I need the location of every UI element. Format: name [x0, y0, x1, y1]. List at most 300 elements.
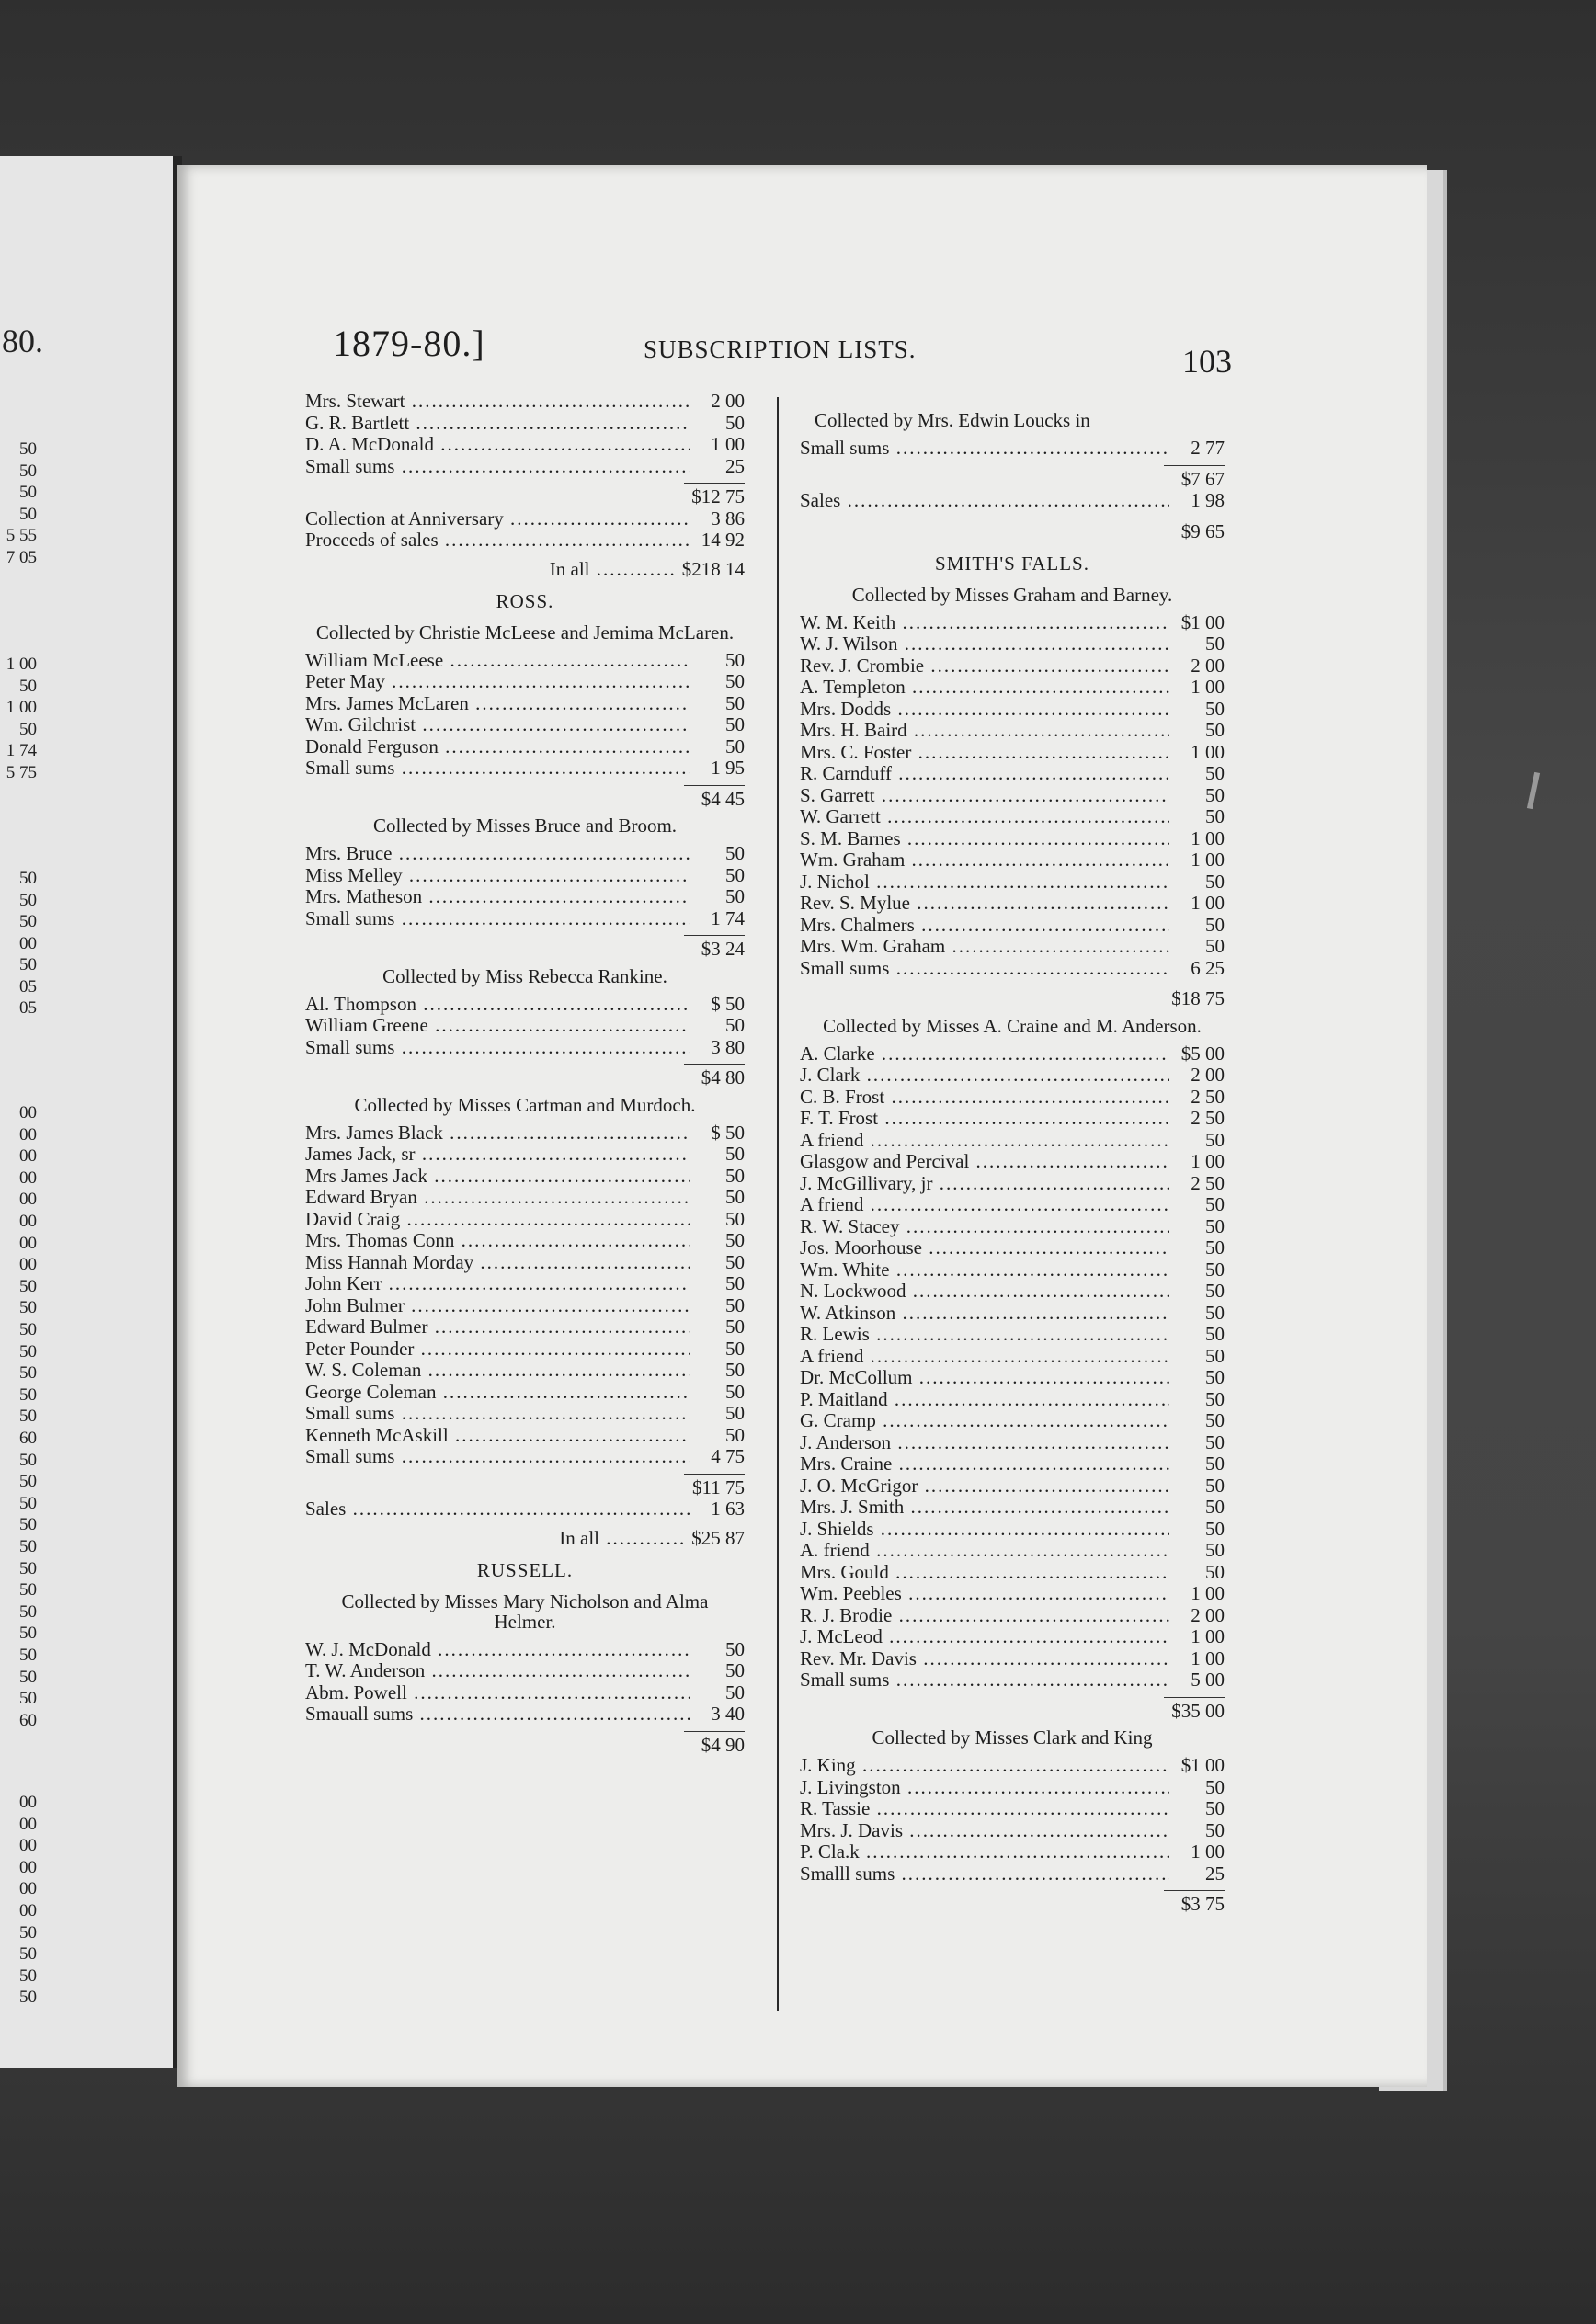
facing-page-amount: 00 [19, 1168, 37, 1188]
entry-amount: 50 [725, 713, 745, 735]
entry-name: Edward Bulmer ..... [305, 1316, 690, 1339]
entry-row [305, 650, 745, 672]
facing-page-amount: 00 [19, 1233, 37, 1253]
facing-page-amount: 50 [19, 1298, 37, 1318]
entry-name: Mrs. James Black ..... [305, 1122, 690, 1145]
subtotal-amount: $12 75 [691, 485, 745, 507]
entry-amount: $1 00 [1180, 610, 1225, 633]
entry-row [305, 1703, 745, 1726]
entry-amount: 50 [1205, 719, 1225, 741]
entry-amount: 50 [1205, 1818, 1225, 1841]
entry-name: Wm. White ..... [800, 1259, 1169, 1282]
entry-row [305, 865, 745, 887]
entry-amount: 1 00 [1191, 892, 1225, 914]
entry-amount: 50 [1205, 1366, 1225, 1388]
entry-amount: 50 [1205, 1496, 1225, 1518]
entry-name: T. W. Anderson ..... [305, 1660, 690, 1682]
facing-page-amount: 00 [19, 1814, 37, 1834]
entry-name: J. King ..... [800, 1755, 1169, 1777]
entry-name: Sales ..... [800, 490, 1169, 512]
entry-row [800, 806, 1225, 828]
entry-name: R. J. Brodie ..... [800, 1605, 1169, 1627]
facing-page-amount: 50 [19, 1515, 37, 1535]
entry-name: Mrs. Wm. Graham ..... [800, 936, 1169, 958]
entry-amount: 50 [725, 691, 745, 714]
entry-amount: 50 [725, 411, 745, 434]
entry-row [800, 1583, 1225, 1605]
entry-name: Glasgow and Percival ..... [800, 1151, 1169, 1173]
entry-row [800, 633, 1225, 655]
entry-list [305, 650, 745, 780]
entry-row [800, 1820, 1225, 1842]
entry-row [800, 1777, 1225, 1799]
entry-name: A friend ..... [800, 1194, 1169, 1216]
entry-name: Small sums ..... [305, 1037, 690, 1059]
facing-page-amount: 60 [19, 1429, 37, 1448]
entry-amount: 50 [1205, 913, 1225, 936]
entry-amount: 50 [725, 1014, 745, 1036]
entry-name: Proceeds of sales ..... [305, 530, 690, 552]
in-all-total [305, 1528, 745, 1550]
entry-name: W. J. McDonald ..... [305, 1639, 690, 1661]
entry-name: W. Atkinson ..... [800, 1303, 1169, 1325]
subtotal [305, 1474, 745, 1499]
facing-page-amount: 50 [19, 890, 37, 910]
collector-line: Collected by Misses Cartman and Murdoch. [354, 1093, 696, 1116]
entry-name: Rev. J. Crombie ..... [800, 655, 1169, 678]
entry-list [305, 1639, 745, 1726]
left-column [305, 391, 745, 1756]
facing-page-amount: 50 [19, 869, 37, 888]
entry-name: J. Nichol ..... [800, 872, 1169, 894]
entry-list [305, 391, 745, 477]
entry-row [800, 720, 1225, 742]
entry-row [305, 1273, 745, 1295]
right-column [800, 404, 1225, 1916]
entry-amount: 50 [725, 1637, 745, 1660]
page-header-title: SUBSCRIPTION LISTS. [644, 336, 917, 363]
entry-amount: 50 [725, 1680, 745, 1703]
entry-row [305, 1682, 745, 1704]
entry-name: G. Cramp ..... [800, 1410, 1169, 1432]
facing-page-amount: 00 [19, 1857, 37, 1877]
entry-row [800, 1605, 1225, 1627]
entry-amount: 50 [1205, 1452, 1225, 1475]
entry-amount: 50 [725, 1402, 745, 1424]
facing-page-amount: 50 [19, 1407, 37, 1427]
entry-amount: 50 [725, 1272, 745, 1294]
entry-name: W. S. Coleman ..... [305, 1360, 690, 1382]
entry-row [800, 872, 1225, 894]
facing-page-amount: 00 [19, 1190, 37, 1210]
entry-name: W. J. Wilson ..... [800, 633, 1169, 655]
entry-list [305, 1122, 745, 1468]
subtotal [800, 518, 1225, 543]
entry-amount: 1 00 [1191, 1150, 1225, 1172]
entry-row [800, 1453, 1225, 1475]
entry-name: D. A. McDonald ..... [305, 434, 690, 456]
facing-page-amount: 00 [19, 933, 37, 953]
entry-amount: 1 95 [711, 757, 745, 779]
entry-amount: 1 98 [1191, 489, 1225, 511]
entry-name: Mrs James Jack ..... [305, 1166, 690, 1188]
entry-amount: 50 [1205, 1775, 1225, 1798]
collector-line: Collected by Misses Graham and Barney. [851, 583, 1173, 606]
entry-amount: 50 [725, 1659, 745, 1681]
entry-amount: 50 [1205, 1214, 1225, 1237]
entry-amount: 50 [1205, 1280, 1225, 1302]
sales-row [305, 1498, 745, 1521]
entry-amount: 1 00 [1191, 849, 1225, 871]
entry-row [800, 828, 1225, 850]
subtotal [305, 1064, 745, 1089]
entry-row [800, 1065, 1225, 1087]
entry-name: Sales ..... [305, 1498, 690, 1521]
entry-name: Mrs. Bruce ..... [305, 843, 690, 865]
subtotal [305, 1731, 745, 1757]
facing-page-amount: 50 [19, 1965, 37, 1986]
entry-amount: 50 [1205, 870, 1225, 893]
subtotal-amount: $4 80 [701, 1066, 745, 1088]
entry-amount: 50 [1205, 935, 1225, 957]
facing-page-amount: 50 [19, 483, 37, 502]
entry-amount: $1 00 [1180, 1754, 1225, 1776]
facing-page-amount: 50 [19, 1667, 37, 1687]
entry-name: Rev. Mr. Davis ..... [800, 1648, 1169, 1670]
entry-row [800, 1863, 1225, 1885]
entry-row [800, 1562, 1225, 1584]
entry-name: R. W. Stacey ..... [800, 1216, 1169, 1238]
entry-name: R. Carnduff ..... [800, 763, 1169, 785]
entry-name: G. R. Bartlett ..... [305, 413, 690, 435]
entry-name: Smalll sums ..... [800, 1863, 1169, 1885]
facing-page-amount: 50 [19, 504, 37, 524]
entry-row [800, 1475, 1225, 1498]
entry-name: A. friend ..... [800, 1540, 1169, 1562]
entry-name: Small sums ..... [305, 1446, 690, 1468]
entry-amount: 50 [1205, 1430, 1225, 1453]
facing-page-amount: 5 75 [6, 762, 37, 782]
entry-row [800, 1259, 1225, 1282]
column-divider [777, 397, 779, 2011]
entry-name: F. T. Frost ..... [800, 1108, 1169, 1130]
entry-row [800, 785, 1225, 807]
entry-row [305, 1295, 745, 1317]
entry-name: John Kerr ..... [305, 1273, 690, 1295]
entry-name: Collection at Anniversary ..... [305, 508, 690, 530]
entry-row [800, 1841, 1225, 1863]
facing-page-amount: 50 [19, 1472, 37, 1492]
entry-amount: 50 [725, 863, 745, 886]
entry-amount: 50 [1205, 1128, 1225, 1151]
entry-amount: 50 [1205, 1560, 1225, 1583]
entry-row [305, 391, 745, 413]
entry-row [305, 456, 745, 478]
facing-page-amount: 60 [19, 1710, 37, 1730]
entry-name: W. Garrett ..... [800, 806, 1169, 828]
facing-page-amount: 5 55 [6, 526, 37, 545]
entry-amount: 50 [725, 1250, 745, 1273]
collector-line: Collected by Christie McLeese and Jemima McLaren. [315, 621, 735, 644]
entry-row [305, 1446, 745, 1468]
entry-amount: 1 74 [711, 906, 745, 929]
subtotal [800, 1890, 1225, 1916]
facing-page-amount: 50 [19, 439, 37, 459]
entry-row [305, 1252, 745, 1274]
subtotal [305, 785, 745, 811]
entry-name: P. Maitland ..... [800, 1389, 1169, 1411]
entry-amount: 50 [725, 1293, 745, 1316]
entry-row [800, 1755, 1225, 1777]
entry-amount: 1 00 [1191, 1840, 1225, 1863]
entry-row [305, 1316, 745, 1339]
entry-list [800, 438, 1225, 460]
facing-page-amount: 05 [19, 998, 37, 1018]
section-heading-smiths-falls: SMITH'S FALLS. [935, 553, 1089, 575]
facing-page-amount: 50 [19, 719, 37, 739]
entry-name: George Coleman ..... [305, 1382, 690, 1404]
entry-row [800, 1303, 1225, 1325]
facing-page-amount: 50 [19, 1558, 37, 1578]
entry-name: R. Tassie ..... [800, 1798, 1169, 1820]
subtotal-amount: $35 00 [1171, 1699, 1225, 1722]
entry-name: Smauall sums ..... [305, 1703, 690, 1726]
entry-amount: 50 [725, 885, 745, 907]
entry-row [800, 1540, 1225, 1562]
entry-name: A. Clarke ..... [800, 1043, 1169, 1065]
entry-row [800, 1108, 1225, 1130]
entry-name: Peter May ..... [305, 671, 690, 693]
entry-amount: 50 [1205, 1517, 1225, 1540]
entry-amount: $ 50 [711, 992, 745, 1015]
entry-amount: 50 [1205, 632, 1225, 655]
entry-row [800, 1389, 1225, 1411]
entry-name: Mrs. Matheson ..... [305, 886, 690, 908]
entry-name: Mrs. Chalmers ..... [800, 915, 1169, 937]
entry-row [305, 1230, 745, 1252]
entry-name: John Bulmer ..... [305, 1295, 690, 1317]
entry-row [305, 1187, 745, 1209]
entry-amount: 50 [1205, 805, 1225, 827]
entry-row [800, 1367, 1225, 1389]
entry-name: Mrs. Gould ..... [800, 1562, 1169, 1584]
entry-name: J. Livingston ..... [800, 1777, 1169, 1799]
entry-amount: 2 50 [1191, 1107, 1225, 1129]
entry-row [800, 1626, 1225, 1648]
page-number: 103 [1182, 343, 1232, 380]
entry-amount: 50 [725, 735, 745, 758]
entry-row [305, 714, 745, 736]
entry-row [305, 908, 745, 930]
facing-page-amount: 50 [19, 676, 37, 696]
entry-amount: 25 [1205, 1862, 1225, 1885]
entry-amount: 50 [725, 1337, 745, 1360]
entry-row [800, 1798, 1225, 1820]
entry-amount: 1 00 [1191, 826, 1225, 849]
entry-row [305, 843, 745, 865]
entry-name: Small sums ..... [305, 1403, 690, 1425]
entry-amount: 25 [725, 454, 745, 477]
in-all-label: In all ..... [550, 559, 677, 581]
entry-name: Mrs. H. Baird ..... [800, 720, 1169, 742]
facing-page-amount: 50 [19, 1601, 37, 1622]
entry-row [800, 677, 1225, 699]
facing-page-amount: 00 [19, 1901, 37, 1920]
entry-amount: 1 00 [711, 433, 745, 455]
entry-row [800, 958, 1225, 980]
entry-row [305, 736, 745, 758]
entry-row [305, 530, 745, 552]
entry-row [800, 1194, 1225, 1216]
entry-row [305, 413, 745, 435]
entry-name: Wm. Gilchrist ..... [305, 714, 690, 736]
subtotal [800, 1697, 1225, 1723]
facing-page-amount: 50 [19, 1450, 37, 1470]
entry-row [800, 1087, 1225, 1109]
entry-name: Mrs. Stewart ..... [305, 391, 690, 413]
facing-page-amount: 50 [19, 1363, 37, 1384]
entry-name: A. Templeton ..... [800, 677, 1169, 699]
entry-name: Mrs. Craine ..... [800, 1453, 1169, 1475]
facing-page-amount: 00 [19, 1103, 37, 1122]
entry-row [305, 1360, 745, 1382]
entry-name: Al. Thompson ..... [305, 994, 690, 1016]
entry-name: James Jack, sr ..... [305, 1144, 690, 1166]
entry-amount: 50 [725, 1229, 745, 1251]
entry-row [800, 1432, 1225, 1454]
in-all-amount: $25 87 [691, 1526, 745, 1549]
entry-row [305, 1639, 745, 1661]
entry-name: Mrs. Thomas Conn ..... [305, 1230, 690, 1252]
entry-amount: 2 00 [1191, 1064, 1225, 1086]
entry-row [305, 508, 745, 530]
entry-name: J. McGillivary, jr ..... [800, 1173, 1169, 1195]
entry-name: N. Lockwood ..... [800, 1281, 1169, 1303]
entry-amount: 50 [1205, 1301, 1225, 1324]
entry-amount: 2 00 [1191, 654, 1225, 677]
facing-page-amount: 50 [19, 461, 37, 481]
entry-row [800, 612, 1225, 634]
entry-row [305, 1122, 745, 1145]
subtotal-amount: $4 45 [701, 787, 745, 810]
entry-name: J. O. McGrigor ..... [800, 1475, 1169, 1498]
entry-row [305, 1209, 745, 1231]
entry-amount: 50 [1205, 697, 1225, 720]
facing-page-header-fragment: 80. [2, 323, 43, 359]
entry-name: Peter Pounder ..... [305, 1339, 690, 1361]
entry-name: Miss Hannah Morday ..... [305, 1252, 690, 1274]
entry-row [305, 434, 745, 456]
entry-row [800, 849, 1225, 872]
entry-amount: 1 00 [1191, 740, 1225, 763]
facing-page-amount: 50 [19, 912, 37, 931]
facing-page-amount: 00 [19, 1212, 37, 1231]
entry-name: J. McLeod ..... [800, 1626, 1169, 1648]
entry-amount: 3 80 [711, 1035, 745, 1058]
entry-row [305, 1403, 745, 1425]
entry-amount: 5 00 [1191, 1669, 1225, 1691]
entry-amount: 50 [725, 1380, 745, 1403]
entry-row [800, 915, 1225, 937]
facing-page-amount: 50 [19, 1384, 37, 1405]
entry-name: Jos. Moorhouse ..... [800, 1237, 1169, 1259]
entry-amount: 2 50 [1191, 1085, 1225, 1108]
entry-name: Kenneth McAskill ..... [305, 1425, 690, 1447]
entry-name: C. B. Frost ..... [800, 1087, 1169, 1109]
entry-name: Small sums ..... [800, 438, 1169, 460]
entry-row [800, 1648, 1225, 1670]
entry-name: Small sums ..... [305, 908, 690, 930]
entry-list [305, 994, 745, 1059]
entry-amount: 1 00 [1191, 1582, 1225, 1604]
entry-name: Abm. Powell ..... [305, 1682, 690, 1704]
entry-row [800, 742, 1225, 764]
subtotal-amount: $11 75 [692, 1475, 745, 1498]
entry-row [800, 1281, 1225, 1303]
in-all-total [305, 559, 745, 581]
entry-row [305, 1166, 745, 1188]
facing-page-amount: 1 00 [6, 698, 37, 717]
collector-line: Collected by Mrs. Edwin Loucks in [815, 409, 1090, 431]
entry-amount: 2 00 [1191, 1603, 1225, 1626]
facing-page-amount: 50 [19, 1988, 37, 2008]
entry-row [800, 1410, 1225, 1432]
facing-page-amount: 1 00 [6, 655, 37, 674]
facing-page-amount: 1 74 [6, 741, 37, 760]
entry-amount: 50 [1205, 1387, 1225, 1410]
entry-name: Mrs. J. Davis ..... [800, 1820, 1169, 1842]
facing-page-amount: 00 [19, 1124, 37, 1145]
facing-page-amount: 00 [19, 1146, 37, 1167]
subtotal-amount: $3 75 [1180, 1893, 1225, 1915]
entry-amount: 50 [1205, 1193, 1225, 1215]
entry-row [800, 1130, 1225, 1152]
entry-row [305, 1660, 745, 1682]
entry-amount: 50 [1205, 1797, 1225, 1819]
entry-amount: 50 [1205, 1236, 1225, 1259]
collector-line: Collected by Miss Rebecca Rankine. [382, 964, 667, 987]
entry-amount: 50 [1205, 1474, 1225, 1497]
entry-amount: 50 [725, 1316, 745, 1338]
entry-name: Wm. Graham ..... [800, 849, 1169, 872]
entry-amount: $ 50 [711, 1121, 745, 1144]
entry-row [305, 693, 745, 715]
facing-page-amount: 50 [19, 1580, 37, 1601]
facing-page-amount: 50 [19, 1276, 37, 1296]
entry-row [305, 1382, 745, 1404]
entry-row [800, 1519, 1225, 1541]
entry-row [305, 886, 745, 908]
facing-page-edge [0, 156, 182, 2068]
entry-list [800, 612, 1225, 980]
entry-name: Small sums ..... [305, 456, 690, 478]
facing-page-amount: 00 [19, 1836, 37, 1856]
entry-name: A friend ..... [800, 1130, 1169, 1152]
entry-name: Small sums ..... [800, 1669, 1169, 1692]
entry-amount: 50 [725, 1359, 745, 1381]
entry-row [305, 994, 745, 1016]
entry-row [800, 1669, 1225, 1692]
entry-row [800, 1151, 1225, 1173]
subtotal-amount: $3 24 [701, 938, 745, 960]
entry-list [800, 1755, 1225, 1885]
entry-amount: 50 [725, 648, 745, 671]
facing-page-amount: 50 [19, 1537, 37, 1556]
entry-name: A friend ..... [800, 1346, 1169, 1368]
subtotal [800, 985, 1225, 1010]
facing-page-amount: 50 [19, 955, 37, 974]
entry-name: Edward Bryan ..... [305, 1187, 690, 1209]
